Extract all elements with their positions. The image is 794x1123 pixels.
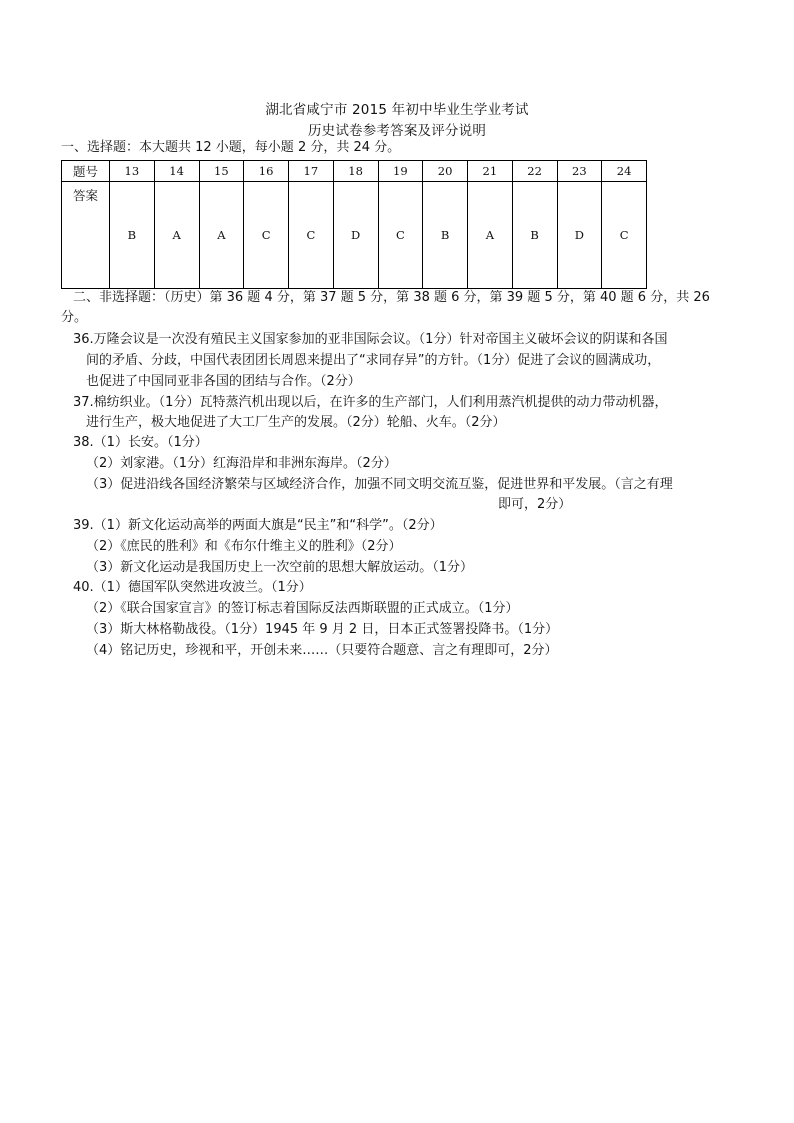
q37-text: 37.棉纺织业。（1分）瓦特蒸汽机出现以后，在许多的生产部门，人们利用蒸汽机提供的动力带动机器， (73, 395, 668, 410)
question-number-cell: 22 (512, 161, 557, 182)
q40-answer-2: （2）《联合国家宣言》的签订标志着国际反法西斯联盟的正式成立。（1分） (86, 601, 519, 616)
answer-label: 答案 (62, 182, 110, 289)
q38-answer-2: （2）刘家港。（1分）红海沿岸和非洲东海岸。（2分） (86, 456, 397, 471)
question-number-cell: 18 (333, 161, 378, 182)
answer-cell: A (154, 182, 199, 289)
q40-answer-1: 40.（1）德国军队突然进攻波兰。（1分） (73, 580, 312, 595)
question-number-cell: 20 (423, 161, 468, 182)
q38-answer-1: 38.（1）长安。（1分） (73, 435, 208, 450)
answer-cell: C (378, 182, 423, 289)
section1-heading: 一、选择题：本大题共 12 小题，每小题 2 分，共 24 分。 (61, 140, 401, 155)
question-number-cell: 23 (557, 161, 602, 182)
answer-cell: C (244, 182, 289, 289)
q36-text: 间的矛盾、分歧，中国代表团团长周恩来提出了“求同存异”的方针。（1分）促进了会议的圆满成功， (86, 353, 661, 368)
answer-cell: C (289, 182, 334, 289)
question-number-label: 题号 (62, 161, 110, 182)
q38-answer-3-cont: 即可，2分） (498, 497, 572, 512)
q36-text: 36.万隆会议是一次没有殖民主义国家参加的亚非国际会议。（1分）针对帝国主义破坏会议的阴谋和各国 (73, 332, 668, 347)
question-number-cell: 13 (110, 161, 155, 182)
q40-answer-3: （3）斯大林格勒战役。（1分）1945 年 9 月 2 日，日本正式签署投降书。（1分） (86, 622, 559, 637)
answer-cell: D (557, 182, 602, 289)
answer-table (61, 160, 647, 289)
answer-row (62, 182, 647, 289)
answer-cell: B (423, 182, 468, 289)
question-number-cell: 17 (289, 161, 334, 182)
question-number-cell: 14 (154, 161, 199, 182)
document-title: 湖北省咸宁市 2015 年初中毕业生学业考试 (265, 102, 529, 118)
answer-cell: C (602, 182, 647, 289)
question-number-cell: 24 (602, 161, 647, 182)
question-number-cell: 15 (199, 161, 244, 182)
section2-heading-cont: 分。 (61, 310, 88, 325)
q39-answer-3: （3）新文化运动是我国历史上一次空前的思想大解放运动。（1分） (86, 560, 474, 575)
q39-answer-2: （2）《庶民的胜利》和《布尔什维主义的胜利》（2分） (86, 539, 402, 554)
answer-cell: B (110, 182, 155, 289)
answer-cell: A (468, 182, 513, 289)
q38-answer-3: （3）促进沿线各国经济繁荣与区域经济合作，加强不同文明交流互鉴，促进世界和平发展。（言之有理 (86, 477, 673, 492)
q40-answer-4: （4）铭记历史，珍视和平，开创未来……（只要符合题意、言之有理即可，2分） (86, 643, 558, 658)
answer-cell: D (333, 182, 378, 289)
q39-answer-1: 39.（1）新文化运动高举的两面大旗是“民主”和“科学”。（2分） (73, 518, 443, 533)
question-number-cell: 21 (468, 161, 513, 182)
section2-heading: 二、非选择题：（历史）第 36 题 4 分，第 37 题 5 分，第 38 题 6 分，第 39 题 5 分，第 40 题 6 分，共 26 (73, 290, 710, 305)
answer-cell: B (512, 182, 557, 289)
question-number-cell: 19 (378, 161, 423, 182)
document-subtitle: 历史试卷参考答案及评分说明 (307, 123, 487, 139)
q37-text: 进行生产，极大地促进了大工厂生产的发展。（2分）轮船、火车。（2分） (86, 415, 506, 430)
q36-text: 也促进了中国同亚非各国的团结与合作。（2分） (86, 374, 361, 389)
question-number-row (62, 161, 647, 182)
question-number-cell: 16 (244, 161, 289, 182)
answer-cell: A (199, 182, 244, 289)
